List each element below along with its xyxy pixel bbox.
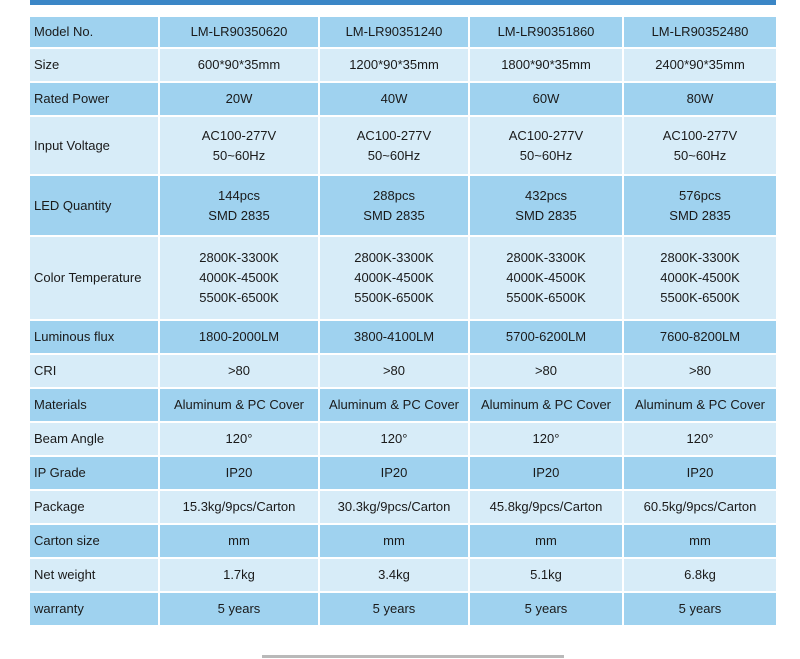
row-label: Rated Power bbox=[30, 83, 158, 115]
spec-value-line: 50~60Hz bbox=[519, 147, 573, 163]
spec-value-line: 40W bbox=[380, 91, 408, 106]
spec-value bbox=[468, 355, 622, 387]
spec-value-line: 120° bbox=[686, 431, 714, 446]
spec-value-line: AC100-277V bbox=[662, 127, 738, 143]
table-row bbox=[30, 49, 776, 81]
spec-table-body bbox=[30, 17, 776, 625]
spec-value-line: 5500K-6500K bbox=[506, 290, 586, 305]
spec-value bbox=[622, 457, 776, 489]
model-number: LM-LR90350620 bbox=[158, 17, 318, 47]
spec-value bbox=[158, 237, 318, 319]
spec-value bbox=[622, 49, 776, 81]
spec-value bbox=[318, 83, 468, 115]
spec-value bbox=[468, 559, 622, 591]
spec-value bbox=[468, 457, 622, 489]
model-number: LM-LR90351860 bbox=[468, 17, 622, 47]
model-number: LM-LR90352480 bbox=[622, 17, 776, 47]
spec-value bbox=[158, 176, 318, 235]
spec-value bbox=[468, 593, 622, 625]
spec-value-line: >80 bbox=[688, 363, 712, 378]
spec-value bbox=[158, 457, 318, 489]
spec-value-line: 7600-8200LM bbox=[659, 329, 741, 344]
spec-value-line: 2800K-3300K bbox=[660, 250, 740, 265]
spec-value-line: 120° bbox=[532, 431, 560, 446]
spec-value-line: 2400*90*35mm bbox=[655, 57, 745, 72]
spec-value bbox=[158, 593, 318, 625]
spec-value bbox=[158, 321, 318, 353]
spec-value-line: 50~60Hz bbox=[367, 147, 421, 163]
spec-value-line: IP20 bbox=[532, 465, 560, 480]
top-accent-bar bbox=[30, 0, 776, 5]
table-row bbox=[30, 389, 776, 421]
spec-value bbox=[622, 321, 776, 353]
spec-value-line: 4000K-4500K bbox=[506, 270, 586, 285]
row-label: LED Quantity bbox=[30, 176, 158, 235]
spec-value-line: mm bbox=[383, 533, 405, 548]
table-row bbox=[30, 176, 776, 235]
row-label: Input Voltage bbox=[30, 117, 158, 174]
row-label: IP Grade bbox=[30, 457, 158, 489]
row-label: Size bbox=[30, 49, 158, 81]
spec-value-line: SMD 2835 bbox=[208, 207, 270, 223]
spec-value-line: 4000K-4500K bbox=[660, 270, 740, 285]
spec-value-line: 20W bbox=[225, 91, 253, 106]
spec-value bbox=[622, 176, 776, 235]
spec-value bbox=[318, 389, 468, 421]
spec-value-line: 2800K-3300K bbox=[506, 250, 586, 265]
table-row bbox=[30, 559, 776, 591]
spec-value bbox=[318, 559, 468, 591]
row-label: Carton size bbox=[30, 525, 158, 557]
table-row bbox=[30, 321, 776, 353]
spec-value-line: 4000K-4500K bbox=[354, 270, 434, 285]
spec-value-line: mm bbox=[228, 533, 250, 548]
row-label: Net weight bbox=[30, 559, 158, 591]
table-row bbox=[30, 355, 776, 387]
spec-value-line: Aluminum & PC Cover bbox=[634, 397, 766, 412]
model-number: LM-LR90351240 bbox=[318, 17, 468, 47]
spec-value-line: 1.7kg bbox=[223, 567, 255, 582]
row-label: warranty bbox=[30, 593, 158, 625]
spec-value-line: 5 years bbox=[372, 601, 416, 616]
spec-value-line: 1800*90*35mm bbox=[501, 57, 591, 72]
table-row bbox=[30, 237, 776, 319]
spec-value bbox=[158, 559, 318, 591]
row-label: Package bbox=[30, 491, 158, 523]
spec-value bbox=[158, 423, 318, 455]
table-row bbox=[30, 525, 776, 557]
spec-value bbox=[622, 355, 776, 387]
spec-value bbox=[318, 457, 468, 489]
spec-value bbox=[318, 117, 468, 174]
spec-value bbox=[318, 355, 468, 387]
table-row bbox=[30, 593, 776, 625]
spec-value bbox=[318, 321, 468, 353]
spec-value-line: Aluminum & PC Cover bbox=[328, 397, 460, 412]
spec-value bbox=[158, 491, 318, 523]
spec-value-line: 80W bbox=[686, 91, 714, 106]
spec-value bbox=[318, 491, 468, 523]
spec-value-line: SMD 2835 bbox=[363, 207, 425, 223]
spec-value bbox=[622, 423, 776, 455]
spec-value-line: >80 bbox=[227, 363, 251, 378]
spec-value bbox=[468, 389, 622, 421]
spec-value bbox=[622, 491, 776, 523]
row-label: Beam Angle bbox=[30, 423, 158, 455]
spec-value-line: 432pcs bbox=[525, 187, 567, 203]
spec-value-line: 6.8kg bbox=[684, 567, 716, 582]
spec-value bbox=[622, 237, 776, 319]
row-label: Model No. bbox=[30, 17, 158, 47]
spec-value bbox=[622, 117, 776, 174]
spec-value bbox=[158, 49, 318, 81]
spec-value bbox=[622, 525, 776, 557]
spec-value bbox=[468, 423, 622, 455]
spec-value-line: 2800K-3300K bbox=[354, 250, 434, 265]
row-label: Color Temperature bbox=[30, 237, 158, 319]
spec-value-line: 5500K-6500K bbox=[199, 290, 279, 305]
spec-value-line: 50~60Hz bbox=[673, 147, 727, 163]
spec-value-line: 45.8kg/9pcs/Carton bbox=[489, 499, 603, 514]
spec-value-line: 50~60Hz bbox=[212, 147, 266, 163]
spec-value-line: SMD 2835 bbox=[669, 207, 731, 223]
table-row bbox=[30, 423, 776, 455]
spec-value-line: 144pcs bbox=[218, 187, 260, 203]
spec-value-line: 4000K-4500K bbox=[199, 270, 279, 285]
spec-value-line: 1800-2000LM bbox=[198, 329, 280, 344]
spec-value bbox=[468, 117, 622, 174]
spec-value-line: Aluminum & PC Cover bbox=[173, 397, 305, 412]
spec-value bbox=[622, 593, 776, 625]
spec-value bbox=[158, 389, 318, 421]
spec-value-line: 5 years bbox=[217, 601, 261, 616]
spec-value-line: 30.3kg/9pcs/Carton bbox=[337, 499, 451, 514]
spec-value bbox=[318, 525, 468, 557]
spec-value-line: 5700-6200LM bbox=[505, 329, 587, 344]
spec-value-line: 5500K-6500K bbox=[660, 290, 740, 305]
spec-value-line: 60.5kg/9pcs/Carton bbox=[643, 499, 757, 514]
spec-value-line: 5.1kg bbox=[530, 567, 562, 582]
table-row bbox=[30, 491, 776, 523]
spec-value bbox=[318, 593, 468, 625]
spec-value-line: IP20 bbox=[380, 465, 408, 480]
spec-value bbox=[468, 491, 622, 523]
spec-value-line: IP20 bbox=[225, 465, 253, 480]
spec-value-line: 5 years bbox=[524, 601, 568, 616]
spec-value-line: 1200*90*35mm bbox=[349, 57, 439, 72]
spec-table bbox=[30, 15, 776, 627]
spec-value bbox=[468, 237, 622, 319]
spec-value-line: 3.4kg bbox=[378, 567, 410, 582]
spec-value bbox=[622, 559, 776, 591]
spec-value-line: 5500K-6500K bbox=[354, 290, 434, 305]
spec-value-line: 288pcs bbox=[373, 187, 415, 203]
bottom-divider bbox=[262, 655, 564, 658]
spec-value bbox=[468, 49, 622, 81]
spec-value-line: 15.3kg/9pcs/Carton bbox=[182, 499, 296, 514]
spec-value bbox=[622, 389, 776, 421]
spec-value-line: 120° bbox=[380, 431, 408, 446]
spec-value-line: mm bbox=[535, 533, 557, 548]
spec-value-line: AC100-277V bbox=[508, 127, 584, 143]
spec-value bbox=[622, 83, 776, 115]
header-row bbox=[30, 17, 776, 47]
spec-value bbox=[468, 83, 622, 115]
spec-value-line: IP20 bbox=[686, 465, 714, 480]
spec-value-line: 600*90*35mm bbox=[197, 57, 281, 72]
spec-value-line: 5 years bbox=[678, 601, 722, 616]
spec-value-line: mm bbox=[689, 533, 711, 548]
spec-value-line: SMD 2835 bbox=[515, 207, 577, 223]
spec-value-line: 120° bbox=[225, 431, 253, 446]
spec-value bbox=[158, 117, 318, 174]
spec-value-line: 576pcs bbox=[679, 187, 721, 203]
row-label: Materials bbox=[30, 389, 158, 421]
spec-value-line: 2800K-3300K bbox=[199, 250, 279, 265]
spec-value bbox=[468, 525, 622, 557]
table-row bbox=[30, 83, 776, 115]
row-label: Luminous flux bbox=[30, 321, 158, 353]
spec-value-line: AC100-277V bbox=[201, 127, 277, 143]
spec-value-line: Aluminum & PC Cover bbox=[480, 397, 612, 412]
spec-value bbox=[158, 355, 318, 387]
spec-value-line: 60W bbox=[532, 91, 560, 106]
spec-value-line: >80 bbox=[534, 363, 558, 378]
spec-value-line: 3800-4100LM bbox=[353, 329, 435, 344]
spec-value bbox=[158, 83, 318, 115]
row-label: CRI bbox=[30, 355, 158, 387]
spec-value bbox=[318, 176, 468, 235]
spec-value bbox=[468, 176, 622, 235]
spec-value bbox=[318, 237, 468, 319]
spec-value bbox=[158, 525, 318, 557]
table-row bbox=[30, 457, 776, 489]
spec-value bbox=[468, 321, 622, 353]
spec-value bbox=[318, 423, 468, 455]
spec-value-line: >80 bbox=[382, 363, 406, 378]
table-row bbox=[30, 117, 776, 174]
spec-value bbox=[318, 49, 468, 81]
spec-value-line: AC100-277V bbox=[356, 127, 432, 143]
